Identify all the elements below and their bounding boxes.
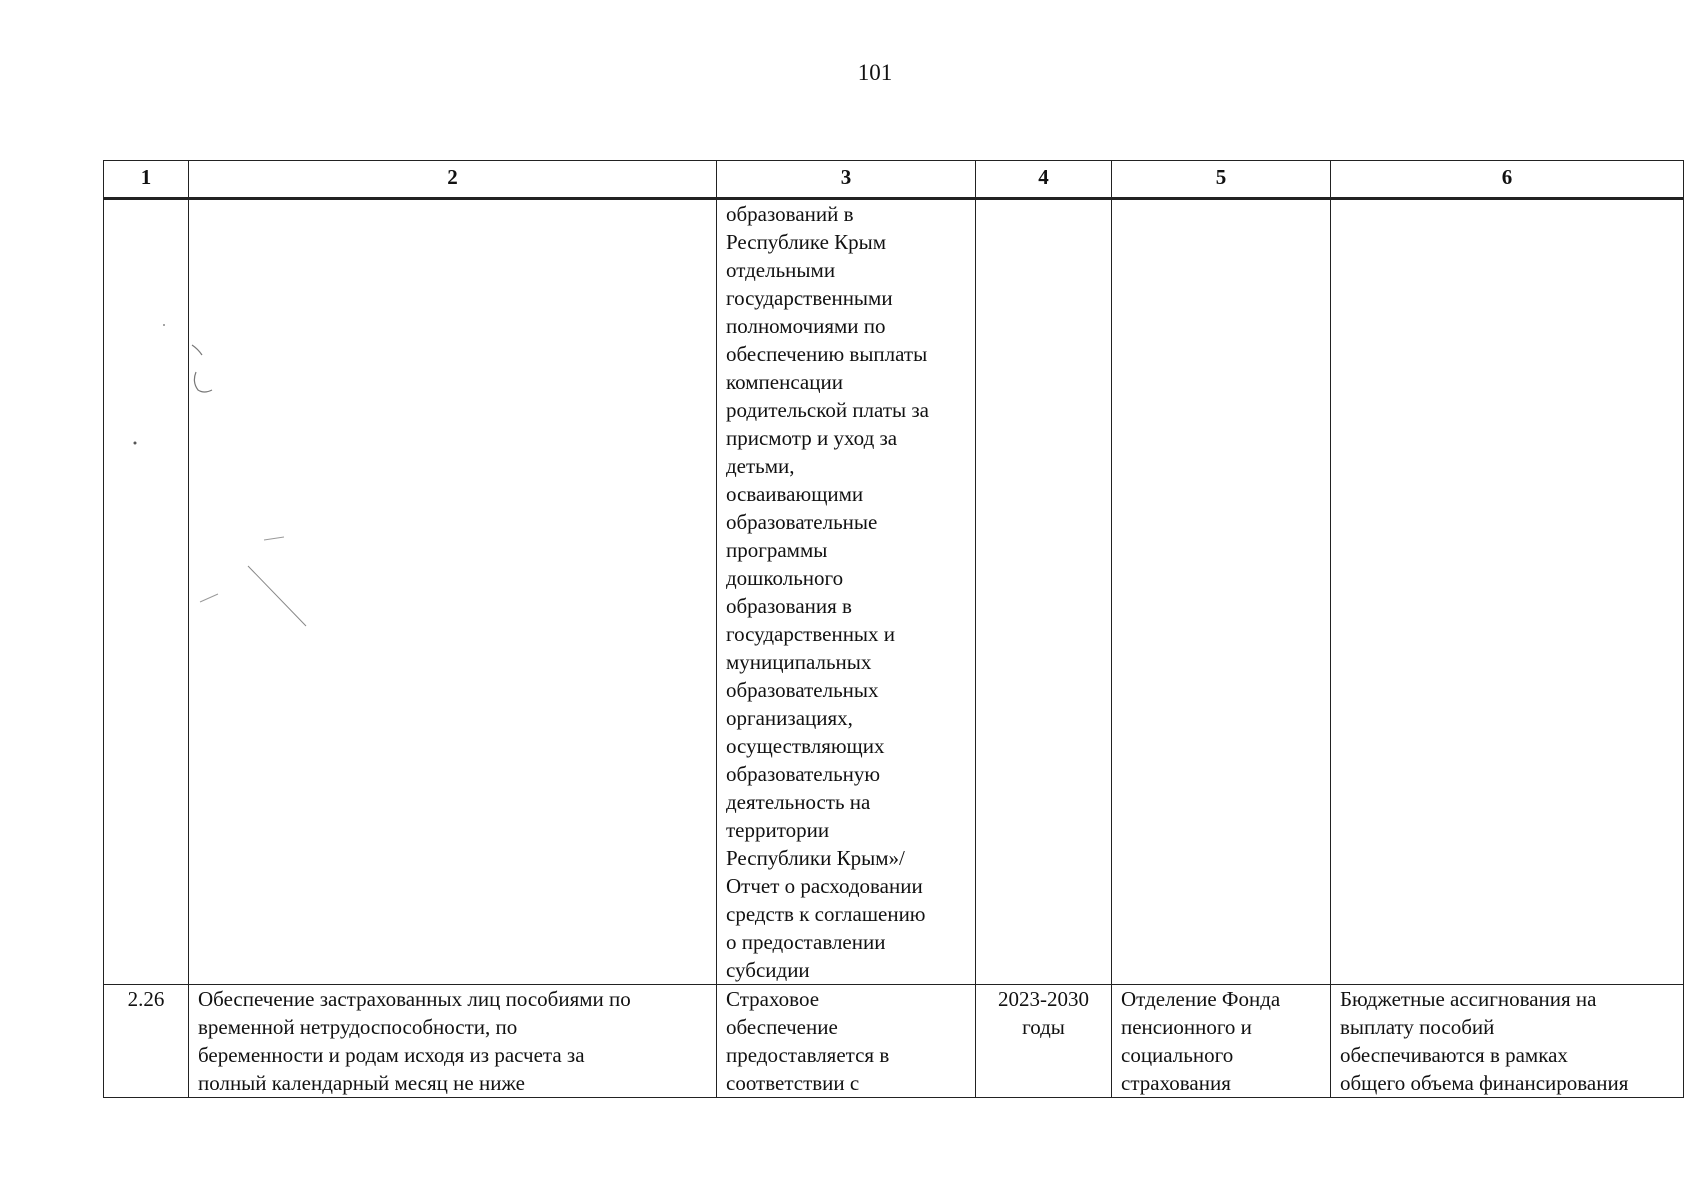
table-cell: 2.26 <box>104 985 189 1098</box>
column-header: 3 <box>717 161 976 199</box>
table-cell: 2023-2030 годы <box>976 985 1112 1098</box>
table-cell: Отделение Фонда пенсионного и социального страхования <box>1112 985 1331 1098</box>
scan-speck <box>134 442 137 445</box>
scan-speck <box>248 566 306 626</box>
column-header: 1 <box>104 161 189 199</box>
scan-speck <box>192 345 202 355</box>
page-number: 101 <box>857 60 893 85</box>
table-cell: Бюджетные ассигнования на выплату пособий обеспечиваются в рамках общего объема финансирования <box>1331 985 1684 1098</box>
column-header: 2 <box>189 161 717 199</box>
scan-speck <box>163 324 165 326</box>
table-cell: Страховое обеспечение предоставляется в соответствии с <box>717 985 976 1098</box>
column-header: 6 <box>1331 161 1684 199</box>
column-header: 5 <box>1112 161 1331 199</box>
table-cell: Обеспечение застрахованных лиц пособиями по временной нетрудоспособности, по беременности и родам исходя из расчета за полный календарный месяц не ниже <box>189 985 717 1098</box>
column-header: 4 <box>976 161 1112 199</box>
table-cell: образований в Республике Крым отдельными государственными полномочиями по обеспечению выплаты компенсации родительской платы за присмотр и уход за детьми, осваивающими образовательные программы дошкольного образования в государственных и муниципальных образовательных организациях, осуществляющих образовательную деятельность на территории Республики Крым»/ Отчет о расходовании средств к соглашению о предоставлении субсидии <box>717 199 976 985</box>
scan-speck <box>194 372 212 392</box>
scan-speck <box>264 537 284 540</box>
scan-speck <box>200 594 218 602</box>
